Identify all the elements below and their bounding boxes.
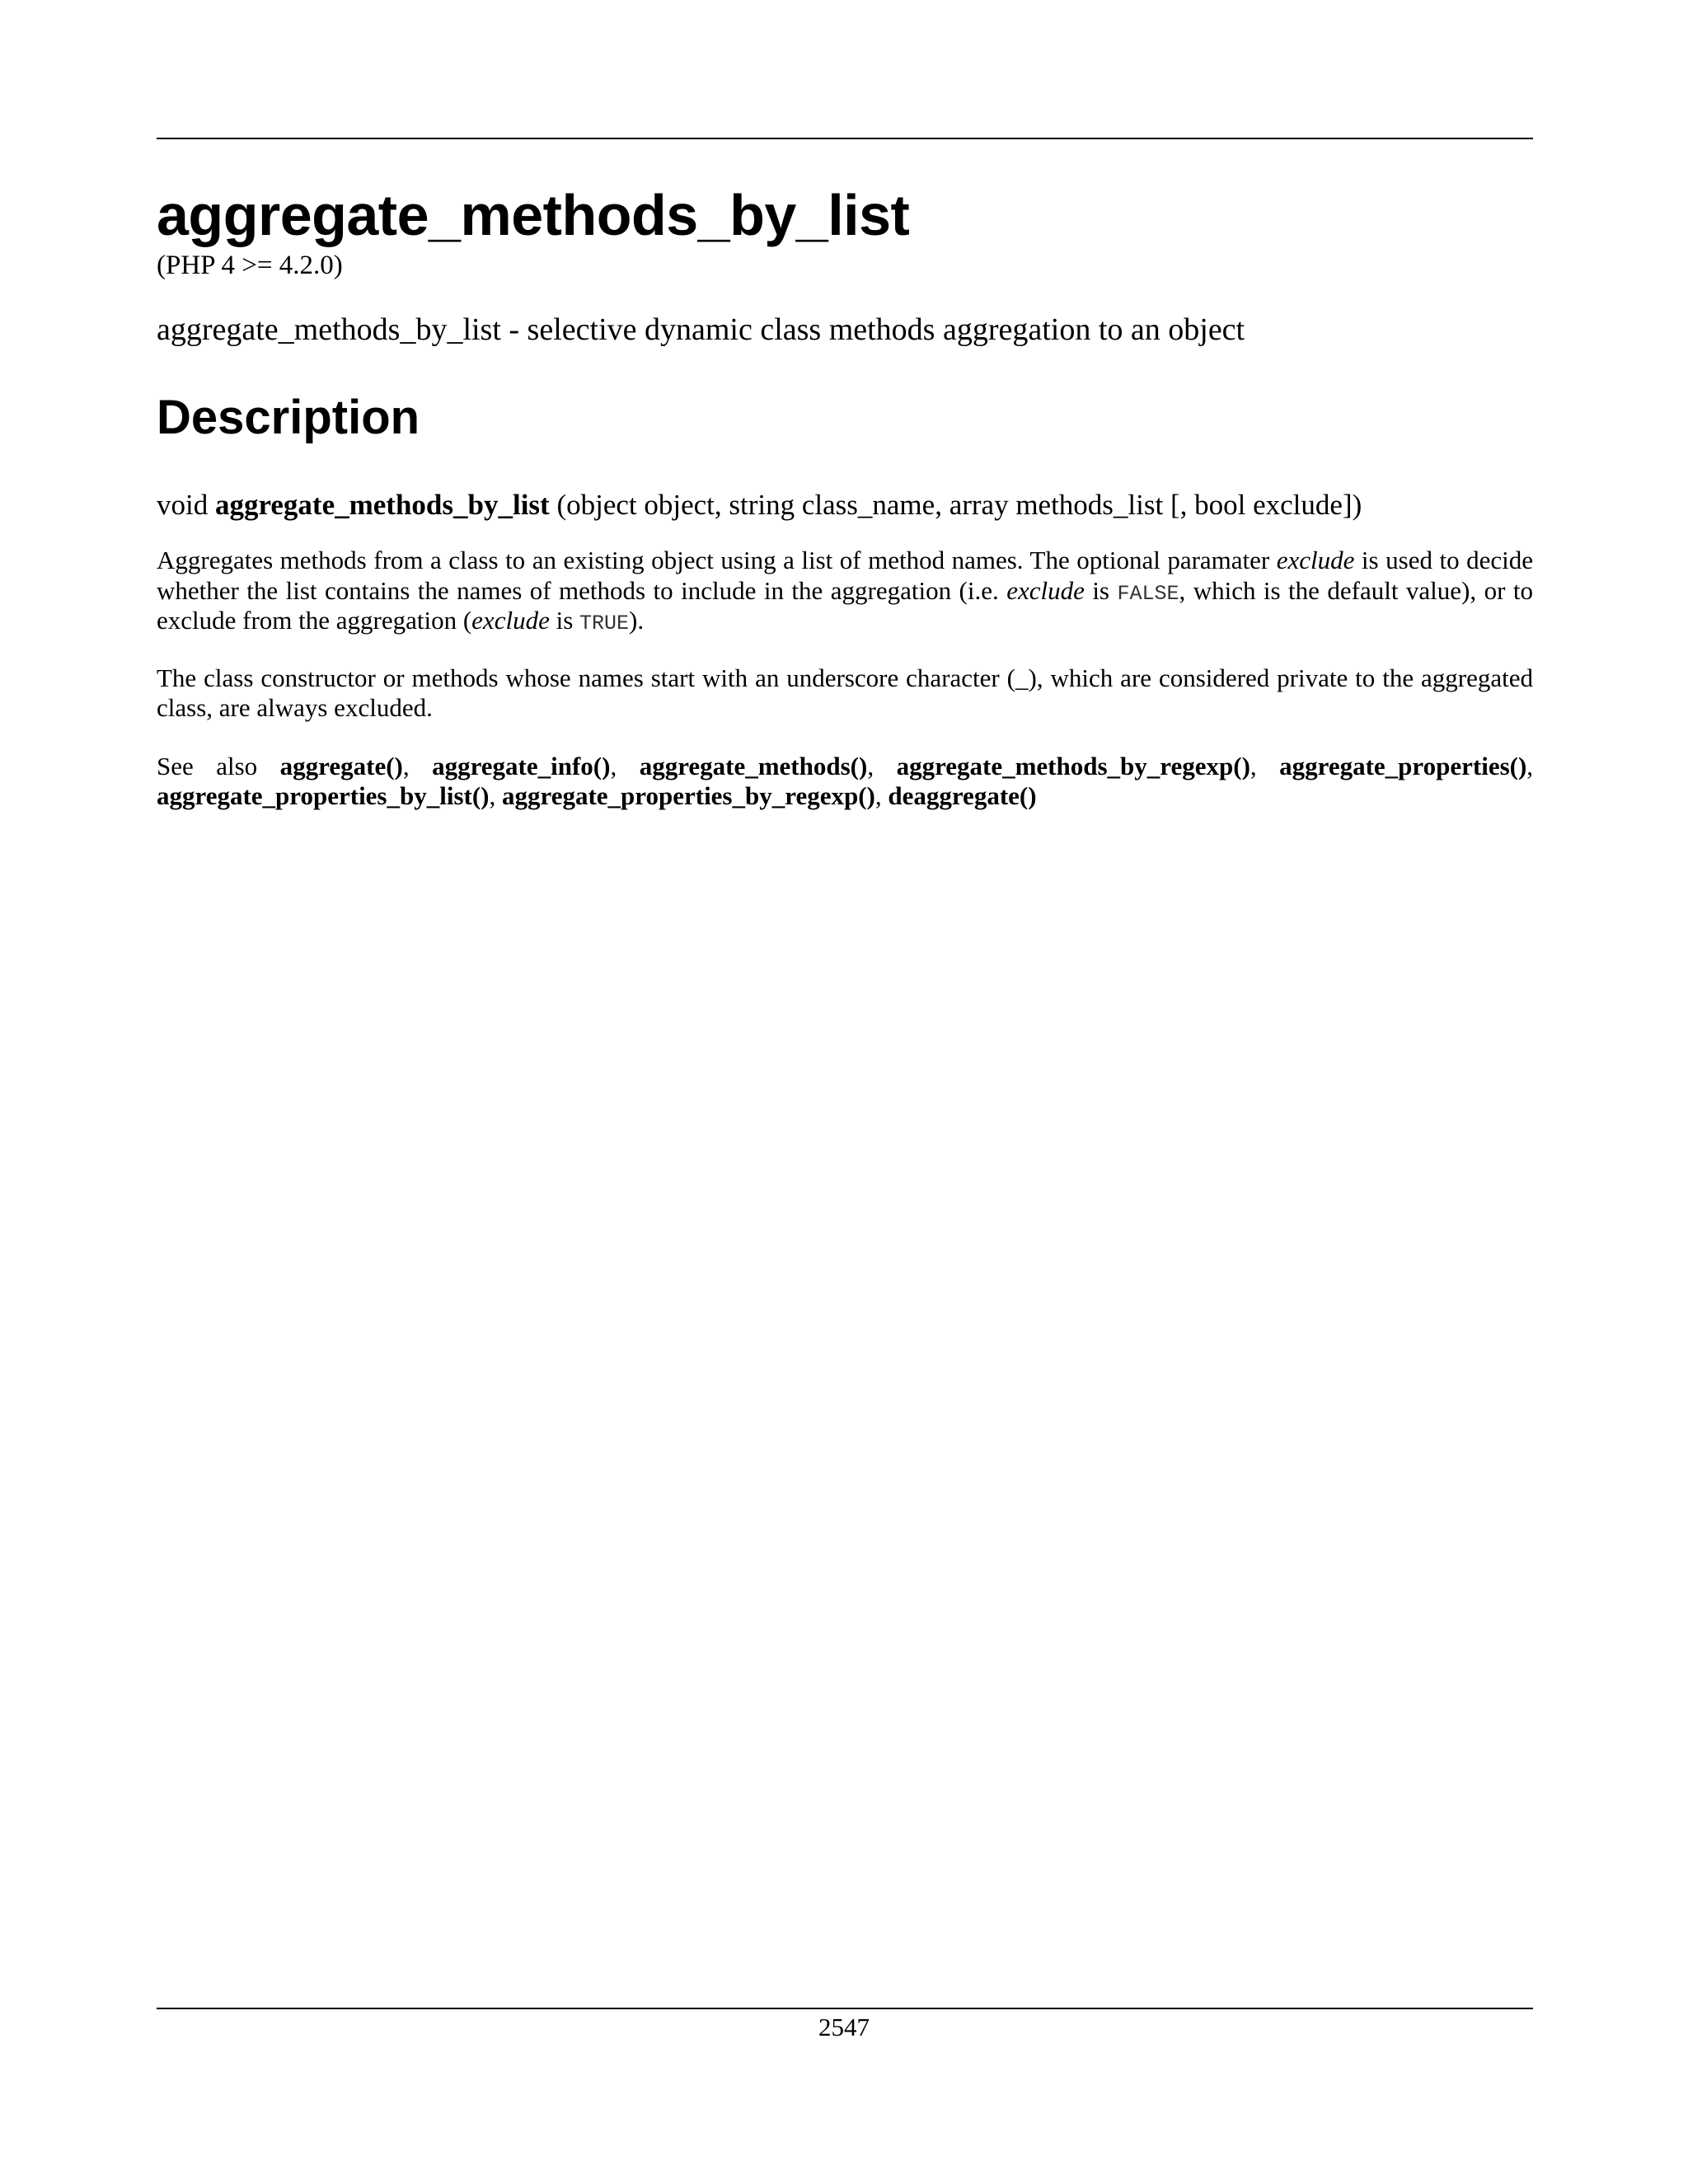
- function-purpose: aggregate_methods_by_list - selective dynamic class methods aggregation to an object: [157, 312, 1245, 348]
- para-text: is used to decide whether the list contains the names of methods to include in the aggregation (i.e.: [157, 546, 1533, 605]
- see-also-link-aggregate-methods-by-regexp[interactable]: aggregate_methods_by_regexp(): [896, 751, 1250, 780]
- see-also-link-aggregate-methods[interactable]: aggregate_methods(): [639, 751, 868, 780]
- see-also-link-aggregate-properties[interactable]: aggregate_properties(): [1279, 751, 1527, 780]
- link-separator: ,: [1526, 751, 1534, 780]
- private-methods-paragraph: The class constructor or methods whose names start with an underscore character (_), which are considered private to the aggregated class, are always excluded.: [157, 663, 1533, 723]
- parameter-exclude: exclude: [471, 605, 550, 635]
- constant-false: FALSE: [1117, 581, 1179, 606]
- para-text: Aggregates methods from a class to an existing object using a list of method names. The optional paramater: [157, 546, 1277, 575]
- parameter-exclude: exclude: [1276, 546, 1355, 575]
- page-number: 2547: [818, 2013, 870, 2041]
- description-paragraph: [157, 546, 1533, 635]
- description-heading: Description: [157, 390, 420, 444]
- see-also-prefix: See also: [157, 751, 280, 780]
- link-separator: ,: [402, 751, 433, 780]
- synopsis-return-type: void: [157, 488, 215, 521]
- see-also-paragraph: [157, 752, 1533, 812]
- see-also-link-deaggregate[interactable]: deaggregate(): [888, 780, 1037, 810]
- main-content: [157, 183, 1534, 811]
- link-separator: ,: [867, 751, 897, 780]
- bottom-rule: [157, 2008, 1533, 2009]
- link-separator: ,: [1250, 751, 1280, 780]
- para-text: is: [549, 605, 580, 635]
- synopsis-function-name: aggregate_methods_by_list: [214, 488, 550, 521]
- para-text: , which is the default value), or to exclude from the aggregation (: [157, 575, 1533, 635]
- see-also-link-aggregate-properties-by-list[interactable]: aggregate_properties_by_list(): [157, 780, 490, 810]
- para-text: is: [1084, 575, 1118, 605]
- synopsis-params: (object object, string class_name, array methods_list [, bool exclude]): [549, 488, 1362, 521]
- see-also-link-aggregate[interactable]: aggregate(): [279, 751, 403, 780]
- parameter-exclude: exclude: [1006, 575, 1085, 605]
- link-separator: ,: [874, 780, 889, 810]
- function-synopsis: [157, 487, 1533, 523]
- link-separator: ,: [489, 780, 502, 810]
- constant-true: TRUE: [579, 611, 630, 635]
- see-also-link-aggregate-properties-by-regexp[interactable]: aggregate_properties_by_regexp(): [502, 780, 875, 810]
- para-text: ).: [629, 605, 645, 635]
- link-separator: ,: [610, 751, 640, 780]
- function-title: aggregate_methods_by_list: [157, 183, 910, 247]
- top-rule: [157, 138, 1533, 139]
- see-also-link-aggregate-info[interactable]: aggregate_info(): [432, 751, 611, 780]
- version-info: (PHP 4 >= 4.2.0): [157, 251, 343, 280]
